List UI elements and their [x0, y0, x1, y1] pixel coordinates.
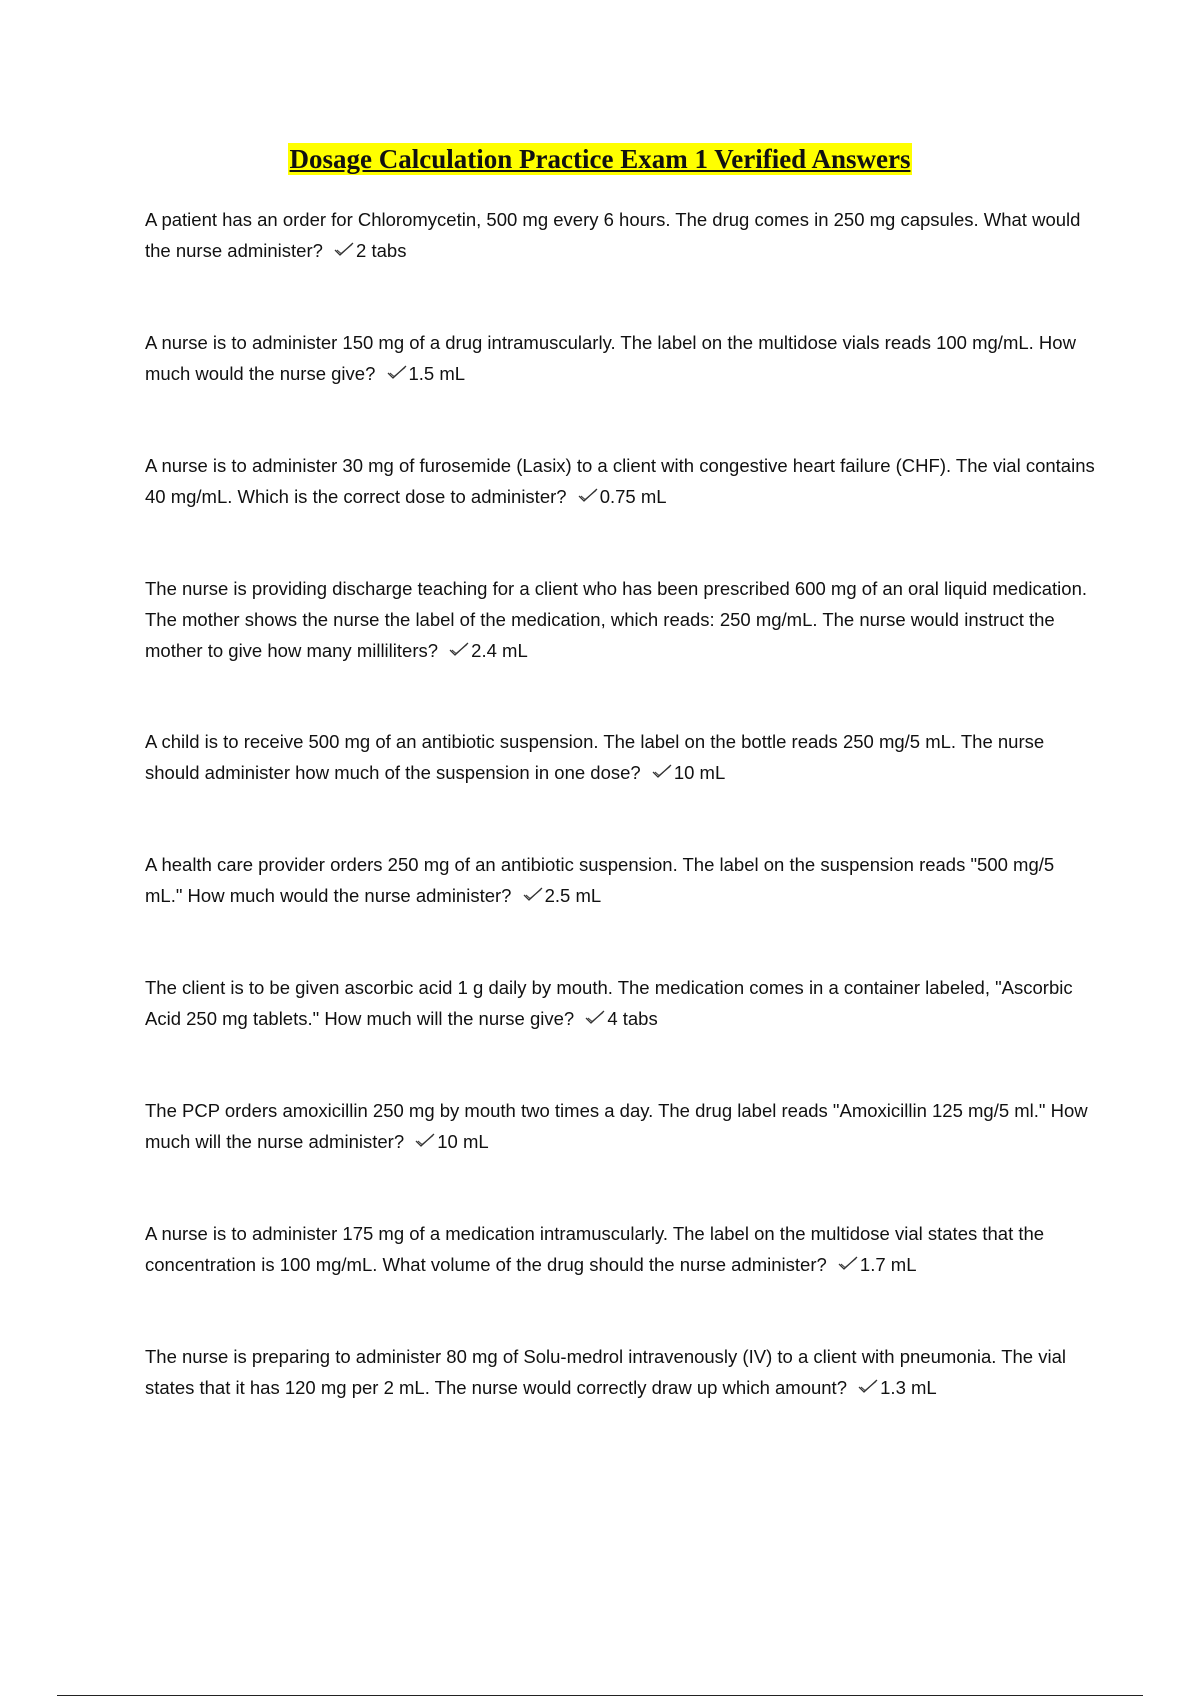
qa-item	[145, 204, 1095, 327]
answer-text: 2 tabs	[356, 240, 407, 261]
qa-item	[145, 573, 1095, 726]
answer-text: 1.7 mL	[859, 1254, 917, 1275]
qa-item	[145, 726, 1095, 849]
check-icon	[577, 487, 599, 505]
answer-text: 10 mL	[673, 762, 726, 783]
qa-item	[145, 327, 1095, 450]
qa-list	[145, 204, 1095, 1464]
answer-text: 2.5 mL	[544, 885, 602, 906]
qa-item	[145, 1218, 1095, 1341]
qa-item	[145, 1095, 1095, 1218]
answer-text: 1.5 mL	[408, 363, 466, 384]
question-text: The nurse is preparing to administer 80 mg of Solu-medrol intravenously (IV) to a client with pneumonia. The vial states that it has 120 mg per 2 mL. The nurse would correctly draw up which amount?	[145, 1346, 1066, 1398]
question-text: A patient has an order for Chloromycetin, 500 mg every 6 hours. The drug comes in 250 mg capsules. What would the nurse administer?	[145, 209, 1081, 261]
question-text: A nurse is to administer 30 mg of furosemide (Lasix) to a client with congestive heart failure (CHF). The vial contains 40 mg/mL. Which is the correct dose to administer?	[145, 455, 1095, 507]
answer-text: 1.3 mL	[880, 1377, 937, 1398]
qa-item	[145, 849, 1095, 972]
check-icon	[837, 1255, 859, 1273]
question-text: The nurse is providing discharge teaching for a client who has been prescribed 600 mg of an oral liquid medication. The mother shows the nurse the label of the medication, which reads: 250 mg/mL. The nurse would instruct the mother to give how many milliliters?	[145, 578, 1087, 661]
title-container	[0, 143, 1200, 175]
qa-item	[145, 450, 1095, 573]
question-text: A nurse is to administer 175 mg of a medication intramuscularly. The label on the multidose vial states that the concentration is 100 mg/mL. What volume of the drug should the nurse administer?	[145, 1223, 1045, 1275]
check-icon	[584, 1009, 606, 1027]
qa-item	[145, 1341, 1095, 1464]
answer-text: 2.4 mL	[471, 640, 528, 661]
check-icon	[414, 1132, 436, 1150]
document-title: Dosage Calculation Practice Exam 1 Verified Answers	[289, 144, 911, 174]
footer-divider	[57, 1695, 1143, 1696]
check-icon	[651, 763, 673, 781]
question-text: A health care provider orders 250 mg of an antibiotic suspension. The label on the suspension reads "500 mg/5 mL." How much would the nurse administer?	[145, 854, 1055, 906]
question-text: A nurse is to administer 150 mg of a drug intramuscularly. The label on the multidose vials reads 100 mg/mL. How much would the nurse give?	[145, 332, 1076, 384]
check-icon	[857, 1378, 879, 1396]
answer-text: 10 mL	[437, 1131, 489, 1152]
qa-item	[145, 972, 1095, 1095]
question-text: A child is to receive 500 mg of an antibiotic suspension. The label on the bottle reads 250 mg/5 mL. The nurse should administer how much of the suspension in one dose?	[145, 731, 1045, 783]
check-icon	[522, 886, 544, 904]
check-icon	[386, 364, 408, 382]
answer-text: 0.75 mL	[599, 486, 667, 507]
answer-text: 4 tabs	[607, 1008, 658, 1029]
check-icon	[448, 641, 470, 659]
check-icon	[333, 241, 355, 259]
question-text: The client is to be given ascorbic acid 1 g daily by mouth. The medication comes in a container labeled, "Ascorbic Acid 250 mg tablets." How much will the nurse give?	[145, 977, 1073, 1029]
question-text: The PCP orders amoxicillin 250 mg by mouth two times a day. The drug label reads "Amoxicillin 125 mg/5 ml." How much will the nurse administer?	[145, 1100, 1088, 1152]
